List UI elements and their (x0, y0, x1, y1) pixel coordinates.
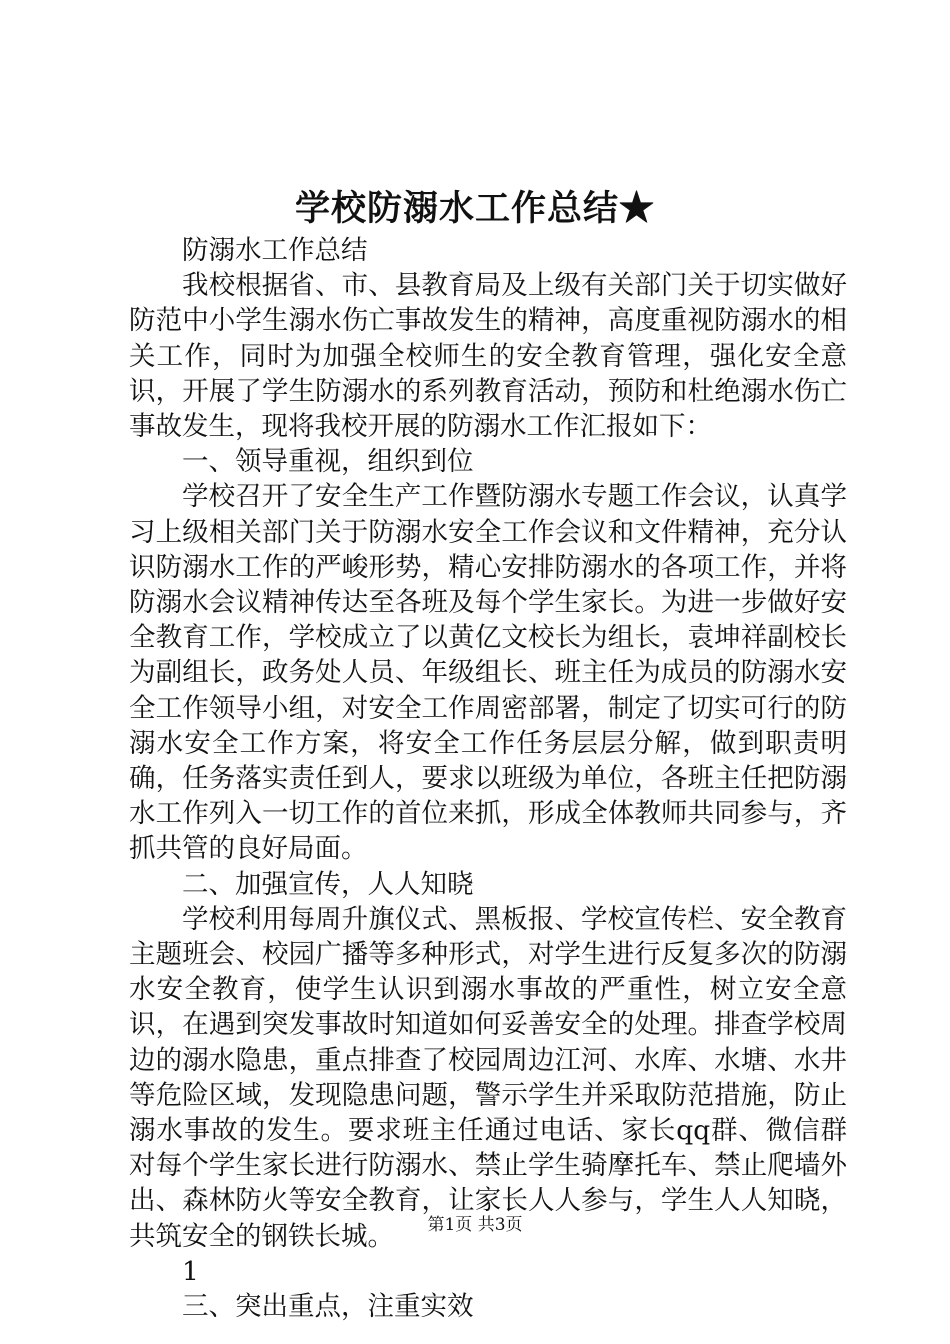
page-footer: 第1页 共3页 (427, 1215, 523, 1235)
section-2-paragraph: 学校利用每周升旗仪式、黑板报、学校宣传栏、安全教育主题班会、校园广播等多种形式，对学生进行反复多次的防溺水安全教育，使学生认识到溺水事故的严重性，树立安全意识，在遇到突发事故时知道如何妥善安全的处理。排查学校周边的溺水隐患，重点排查了校园周边江河、水库、水塘、水井等危险区域，发现隐患问题，警示学生并采取防范措施，防止溺水事故的发生。要求班主任通过电话、家长qq群、微信群对每个学生家长进行防溺水、禁止学生骑摩托车、禁止爬墙外出、森林防火等安全教育，让家长人人参与，学生人人知晓，共筑安全的钢铁长城。 (129, 903, 847, 1252)
section-heading-3: 三、突出重点，注重实效 (182, 1291, 474, 1323)
page-marker: 1 (182, 1255, 199, 1287)
document-body (129, 233, 847, 1324)
intro-paragraph: 我校根据省、市、县教育局及上级有关部门关于切实做好防范中小学生溺水伤亡事故发生的精神，高度重视防溺水的相关工作，同时为加强全校师生的安全教育管理，强化安全意识，开展了学生防溺水的系列教育活动，预防和杜绝溺水伤亡事故发生，现将我校开展的防溺水工作汇报如下： (129, 270, 847, 443)
document-title: 学校防溺水工作总结★ (294, 188, 655, 229)
section-heading-1: 一、领导重视，组织到位 (182, 446, 474, 478)
section-1-paragraph: 学校召开了安全生产工作暨防溺水专题工作会议，认真学习上级相关部门关于防溺水安全工作会议和文件精神，充分认识防溺水工作的严峻形势，精心安排防溺水的各项工作，并将防溺水会议精神传达至各班及每个学生家长。为进一步做好安全教育工作，学校成立了以黄亿文校长为组长，袁坤祥副校长为副组长，政务处人员、年级组长、班主任为成员的防溺水安全工作领导小组，对安全工作周密部署，制定了切实可行的防溺水安全工作方案，将安全工作任务层层分解，做到职责明确，任务落实责任到人，要求以班级为单位，各班主任把防溺水工作列入一切工作的首位来抓，形成全体教师共同参与，齐抓共管的良好局面。 (129, 481, 847, 865)
section-heading-2: 二、加强宣传，人人知晓 (182, 868, 474, 900)
subtitle-paragraph: 防溺水工作总结 (182, 235, 368, 266)
